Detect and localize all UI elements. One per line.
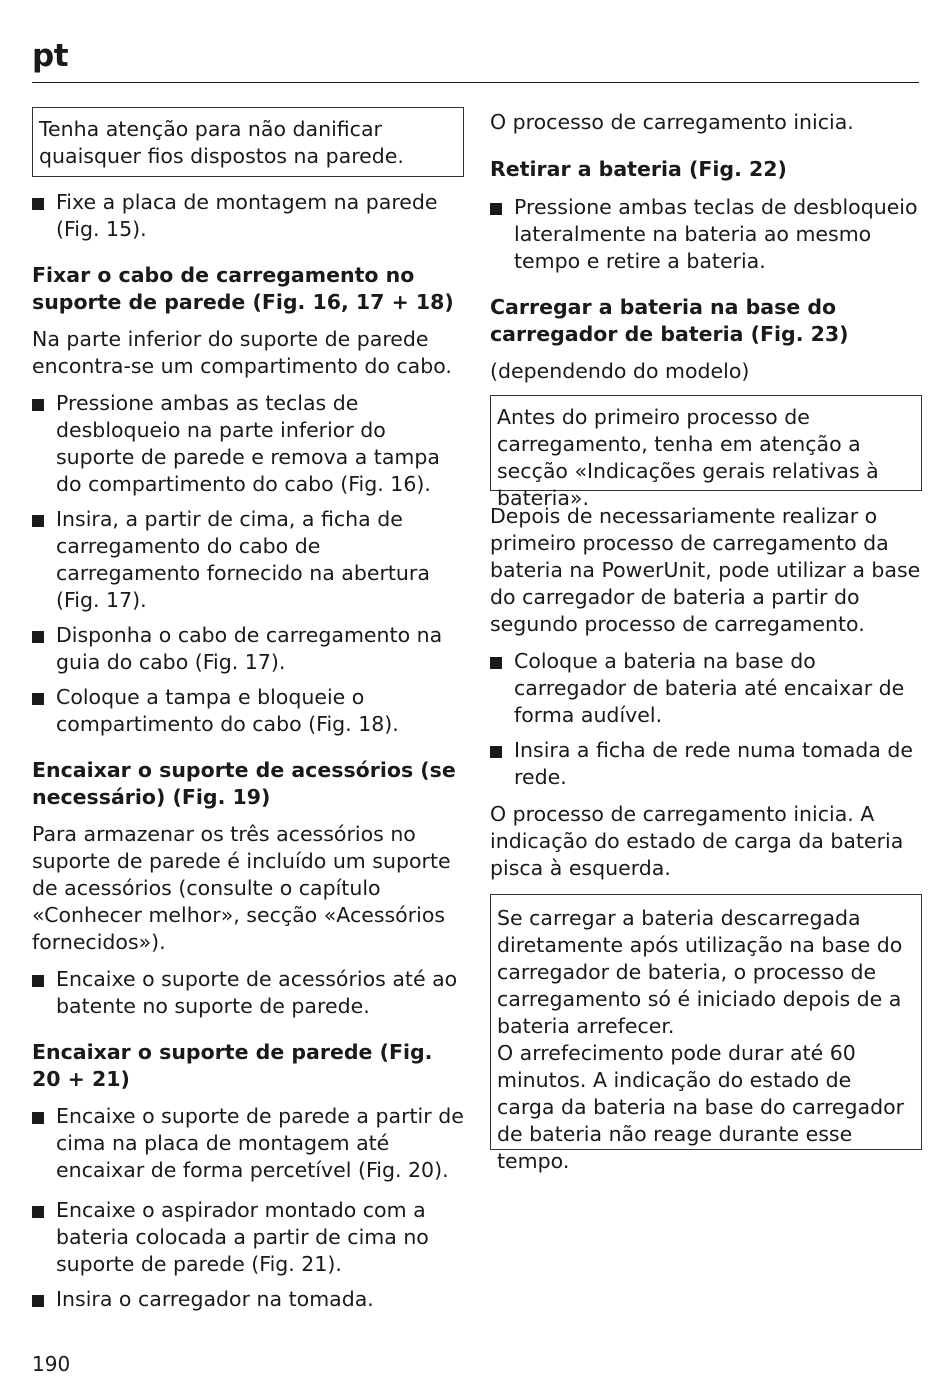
heading-cable: Fixar o cabo de carregamento no suporte de parede (Fig. 16, 17 + 18) — [32, 263, 454, 314]
list-item: Pressione ambas teclas de desbloqueio lateralmente na bateria ao mesmo tempo e retire a bateria. — [490, 194, 922, 275]
paragraph-cable: Na parte inferior do suporte de parede encontra-se um compartimento do cabo. — [32, 327, 452, 378]
list-item: Coloque a tampa e bloqueie o compartimento do cabo (Fig. 18). — [32, 684, 464, 738]
list-item: Insira, a partir de cima, a ficha de carregamento do cabo de carregamento fornecido na abertura (Fig. 17). — [32, 506, 464, 614]
list-item: Insira o carregador na tomada. — [32, 1286, 464, 1313]
paragraph-charging-starts: O processo de carregamento inicia. — [490, 110, 854, 134]
language-code: pt — [32, 38, 69, 74]
heading-accessories: Encaixar o suporte de acessórios (se necessário) (Fig. 19) — [32, 758, 456, 809]
paragraph-charging-indicator: O processo de carregamento inicia. A indicação do estado de carga da bateria pisca à esquerda. — [490, 802, 904, 880]
list-item: Fixe a placa de montagem na parede (Fig. 15). — [32, 189, 464, 243]
note-first-charge — [490, 395, 922, 510]
list-item: Coloque a bateria na base do carregador de bateria até encaixar de forma audível. — [490, 648, 922, 729]
note-cooling-text-a: Se carregar a bateria descarregada diretamente após utilização na base do carregador de bateria, o processo de carregamento só é iniciado depois de a bateria arrefecer. — [497, 906, 903, 1038]
header-rule — [32, 82, 919, 83]
paragraph-accessories: Para armazenar os três acessórios no suporte de parede é incluído um suporte de acessórios (consulte o capítulo «Conhecer melhor», secção «Acessórios fornecidos»). — [32, 822, 451, 954]
paragraph-model-note: (dependendo do modelo) — [490, 359, 750, 383]
list-item: Encaixe o aspirador montado com a bateria colocada a partir de cima no suporte de parede (Fig. 21). — [32, 1197, 464, 1278]
list-item: Pressione ambas as teclas de desbloqueio na parte inferior do suporte de parede e remova a tampa do compartimento do cabo (Fig. 16). — [32, 390, 464, 498]
list-item: Encaixe o suporte de parede a partir de cima na placa de montagem até encaixar de forma percetível (Fig. 20). — [32, 1103, 464, 1184]
heading-wall-mount: Encaixar o suporte de parede (Fig. 20 + 21) — [32, 1040, 433, 1091]
note-wires — [32, 107, 464, 177]
paragraph-after-first-charge: Depois de necessariamente realizar o primeiro processo de carregamento da bateria na PowerUnit, pode utilizar a base do carregador de bateria a partir do segundo processo de carregamento. — [490, 504, 921, 636]
note-wires-text: Tenha atenção para não danificar quaisquer fios dispostos na parede. — [39, 117, 404, 168]
list-item: Insira a ficha de rede numa tomada de rede. — [490, 737, 922, 791]
page-number: 190 — [32, 1352, 71, 1376]
left-column — [32, 107, 464, 1313]
note-cooling-text-b: O arrefecimento pode durar até 60 minutos. A indicação do estado de carga da bateria na base do carregador de bateria não reage durante esse tempo. — [497, 1041, 905, 1173]
right-column — [490, 107, 922, 1173]
note-cooling — [490, 894, 922, 1173]
heading-remove-battery: Retirar a bateria (Fig. 22) — [490, 157, 787, 181]
list-item: Encaixe o suporte de acessórios até ao batente no suporte de parede. — [32, 966, 464, 1020]
list-item: Disponha o cabo de carregamento na guia do cabo (Fig. 17). — [32, 622, 464, 676]
note-first-charge-text: Antes do primeiro processo de carregamento, tenha em atenção a secção «Indicações gerais relativas à bateria». — [497, 405, 879, 510]
heading-charge-base: Carregar a bateria na base do carregador de bateria (Fig. 23) — [490, 295, 849, 346]
